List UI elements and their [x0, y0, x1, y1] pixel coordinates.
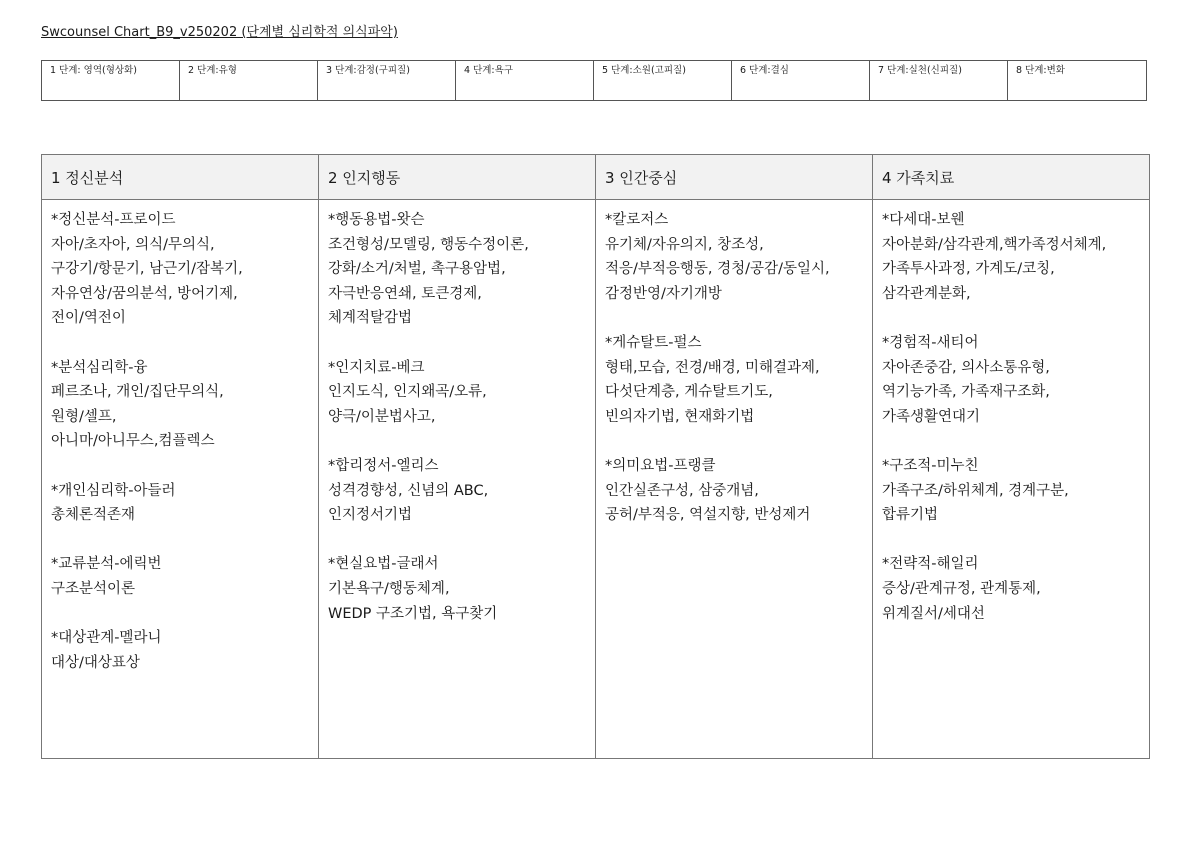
stage-cell-2: 2 단계:유형	[180, 61, 318, 101]
theory-table	[41, 154, 1150, 759]
theory-detail: 총체론적존재	[51, 507, 136, 524]
theory-detail: 조건형성/모델링, 행동수정이론,	[328, 236, 529, 253]
theory-heading: *전략적-해일리	[882, 556, 979, 573]
theory-detail: 증상/관계규정, 관계통제,	[882, 580, 1041, 597]
theory-detail: 자유연상/꿈의분석, 방어기제,	[51, 285, 238, 302]
theory-detail: 구강기/항문기, 남근기/잠복기,	[51, 261, 243, 278]
theory-detail: 자아/초자아, 의식/무의식,	[51, 236, 215, 253]
blank-line	[328, 528, 586, 553]
blank-line	[51, 454, 309, 479]
theory-detail: 가족생활연대기	[882, 408, 981, 425]
blank-line	[328, 331, 586, 356]
blank-line	[51, 331, 309, 356]
theory-heading: *구조적-미누친	[882, 457, 979, 474]
theory-detail: 위계질서/세대선	[882, 605, 985, 622]
theory-heading: *인지치료-베크	[328, 359, 425, 376]
theory-heading: *경험적-새티어	[882, 334, 979, 351]
stage-row	[42, 61, 1147, 101]
document-title: Swcounsel Chart_B9_v250202 (단계별 심리학적 의식파악)	[41, 25, 398, 40]
blank-line	[328, 429, 586, 454]
stage-cell-7: 7 단계:실천(신피질)	[870, 61, 1008, 101]
stage-table	[41, 60, 1147, 101]
theory-heading: *현실요법-글래서	[328, 556, 439, 573]
theory-detail: 형태,모습, 전경/배경, 미해결과제,	[605, 359, 820, 376]
theory-heading: *분석심리학-융	[51, 359, 148, 376]
theory-detail: 인지정서기법	[328, 507, 413, 524]
theory-detail: 자극반응연쇄, 토큰경제,	[328, 285, 482, 302]
theory-detail: 원형/셀프,	[51, 408, 117, 425]
theory-detail: WEDP 구조기법, 욕구찾기	[328, 605, 498, 622]
blank-line	[882, 528, 1140, 553]
stage-cell-1: 1 단계: 영역(형상화)	[42, 61, 180, 101]
theory-heading: *의미요법-프랭클	[605, 457, 716, 474]
column-header-cognitive-behavioral: 2 인지행동	[319, 155, 596, 200]
theory-detail: 아니마/아니무스,컴플렉스	[51, 433, 215, 450]
theory-detail: 적응/부적응행동, 경청/공감/동일시,	[605, 261, 830, 278]
theory-header-row	[42, 155, 1150, 200]
blank-line	[882, 306, 1140, 331]
blank-line	[51, 602, 309, 627]
stage-cell-6: 6 단계:결심	[732, 61, 870, 101]
blank-line	[605, 429, 863, 454]
stage-cell-4: 4 단계:욕구	[456, 61, 594, 101]
theory-heading: *게슈탈트-펄스	[605, 334, 702, 351]
theory-detail: 감정반영/자기개방	[605, 285, 722, 302]
theory-detail: 자아분화/삼각관계,핵가족정서체계,	[882, 236, 1107, 253]
theory-detail: 다섯단계층, 게슈탈트기도,	[605, 384, 773, 401]
theory-detail: 성격경향성, 신념의 ABC,	[328, 482, 489, 499]
theory-detail: 양극/이분법사고,	[328, 408, 436, 425]
theory-heading: *개인심리학-아들러	[51, 482, 176, 499]
theory-detail: 구조분석이론	[51, 580, 136, 597]
theory-detail: 전이/역전이	[51, 310, 126, 327]
blank-line	[51, 528, 309, 553]
column-header-family-therapy: 4 가족치료	[873, 155, 1150, 200]
blank-line	[605, 306, 863, 331]
theory-detail: 체계적탈감법	[328, 310, 413, 327]
theory-detail: 가족구조/하위체계, 경계구분,	[882, 482, 1069, 499]
theory-detail: 인간실존구성, 삼중개념,	[605, 482, 759, 499]
theory-detail: 가족투사과정, 가계도/코칭,	[882, 261, 1055, 278]
theory-detail: 인지도식, 인지왜곡/오류,	[328, 384, 487, 401]
theory-heading: *교류분석-에릭번	[51, 556, 162, 573]
theory-detail: 기본욕구/행동체계,	[328, 580, 450, 597]
column-header-person-centered: 3 인간중심	[596, 155, 873, 200]
theory-detail: 삼각관계분화,	[882, 285, 971, 302]
column-cell-person-centered	[596, 200, 873, 759]
theory-detail: 빈의자기법, 현재화기법	[605, 408, 755, 425]
theory-detail: 강화/소거/처벌, 촉구용암법,	[328, 261, 506, 278]
theory-detail: 자아존중감, 의사소통유형,	[882, 359, 1050, 376]
column-cell-family-therapy	[873, 200, 1150, 759]
blank-line	[882, 429, 1140, 454]
theory-detail: 역기능가족, 가족재구조화,	[882, 384, 1050, 401]
stage-cell-8: 8 단계:변화	[1008, 61, 1147, 101]
theory-heading: *칼로저스	[605, 212, 669, 228]
theory-detail: 공허/부적응, 역설지향, 반성제거	[605, 507, 811, 524]
stage-cell-3: 3 단계:감정(구피질)	[318, 61, 456, 101]
theory-body-row	[42, 200, 1150, 759]
theory-detail: 합류기법	[882, 507, 939, 524]
theory-detail: 대상/대상표상	[51, 654, 140, 671]
column-cell-cognitive-behavioral	[319, 200, 596, 759]
theory-detail: 페르조나, 개인/집단무의식,	[51, 384, 224, 401]
column-header-psychoanalysis: 1 정신분석	[42, 155, 319, 200]
theory-heading: *행동용법-왓슨	[328, 212, 425, 228]
stage-cell-5: 5 단계:소원(고피질)	[594, 61, 732, 101]
theory-heading: *합리정서-엘리스	[328, 457, 439, 474]
theory-heading: *정신분석-프로이드	[51, 212, 176, 228]
theory-heading: *다세대-보웬	[882, 212, 965, 228]
theory-detail: 유기체/자유의지, 창조성,	[605, 236, 764, 253]
column-cell-psychoanalysis	[42, 200, 319, 759]
theory-heading: *대상관계-멜라니	[51, 630, 162, 647]
